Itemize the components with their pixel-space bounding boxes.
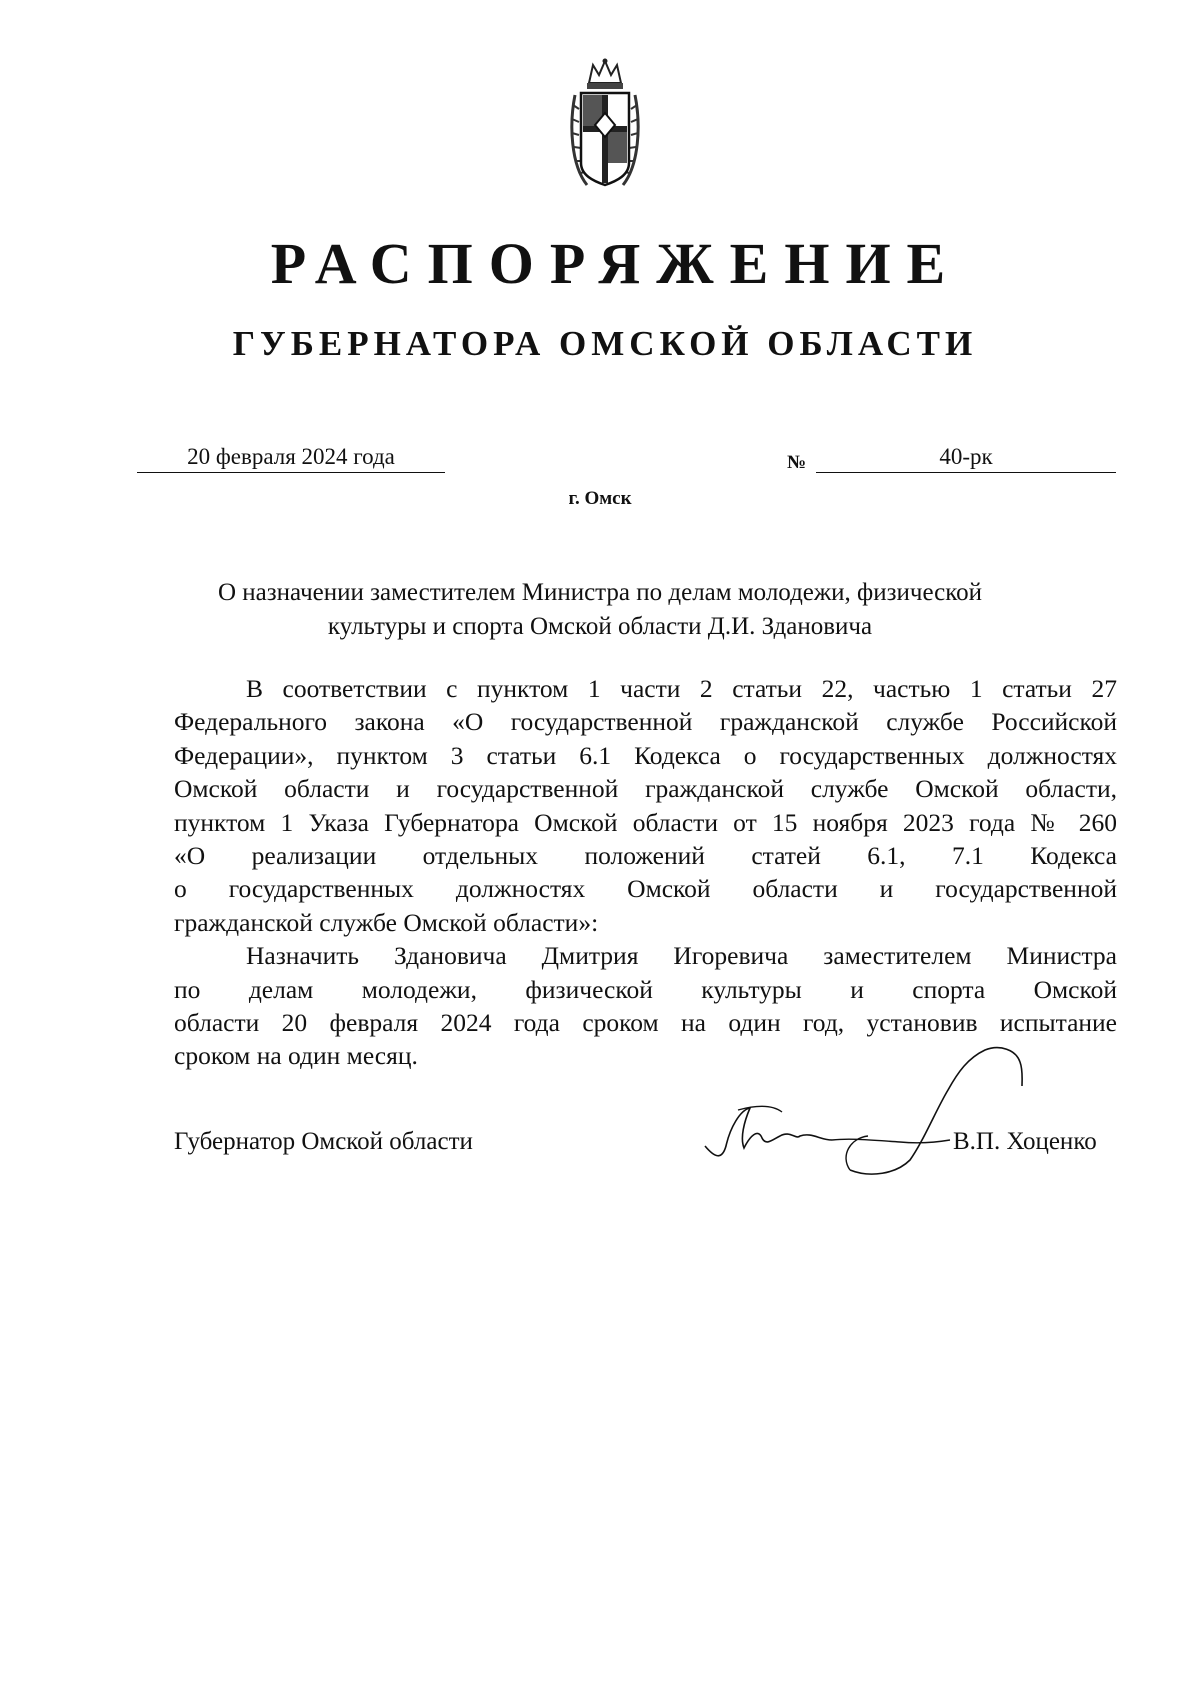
body-line: В соответствии с пунктом 1 части 2 статьи 22, частью 1 статьи 27 <box>246 674 1117 703</box>
body-line: о государственных должностях Омской области и государственной <box>174 874 1117 904</box>
body-line: сроком на один месяц. <box>174 1041 418 1071</box>
body-line: «О реализации отдельных положений статей 6.1, 7.1 Кодекса <box>174 841 1117 871</box>
document-number: 40-рк <box>816 442 1116 473</box>
document-title: РАСПОРЯЖЕНИЕ <box>270 231 962 296</box>
signatory-name: В.П. Хоценко <box>953 1128 1097 1155</box>
body-line: Федерации», пунктом 3 статьи 6.1 Кодекса о государственных должностях <box>174 740 1117 770</box>
document-city: г. Омск <box>568 488 632 509</box>
body-line: Федерального закона «О государственной гражданской службе Российской <box>174 707 1117 737</box>
document-date: 20 февраля 2024 года <box>137 442 445 473</box>
coat-of-arms-icon <box>567 55 643 195</box>
signatory-position: Губернатор Омской области <box>174 1128 473 1155</box>
number-sign: № <box>787 452 807 473</box>
document-body <box>174 672 1117 1073</box>
body-line: гражданской службе Омской области»: <box>174 907 599 937</box>
subject-line: культуры и спорта Омской области Д.И. Здановича <box>327 613 873 640</box>
body-line: пунктом 1 Указа Губернатора Омской области от 15 ноября 2023 года № 260 <box>174 807 1117 837</box>
handwritten-signature-icon <box>700 1028 1060 1198</box>
document-subtitle: ГУБЕРНАТОРА ОМСКОЙ ОБЛАСТИ <box>232 324 978 363</box>
body-line: Омской области и государственной гражданской службе Омской области, <box>174 774 1117 804</box>
subject-line: О назначении заместителем Министра по делам молодежи, физической <box>217 579 983 606</box>
body-line: по делам молодежи, физической культуры и спорта Омской <box>174 974 1117 1004</box>
body-line: Назначить Здановича Дмитрия Игоревича заместителем Министра <box>246 941 1117 971</box>
body-line: области 20 февраля 2024 года сроком на один год, установив испытание <box>174 1008 1117 1038</box>
document-subject <box>120 576 1080 644</box>
